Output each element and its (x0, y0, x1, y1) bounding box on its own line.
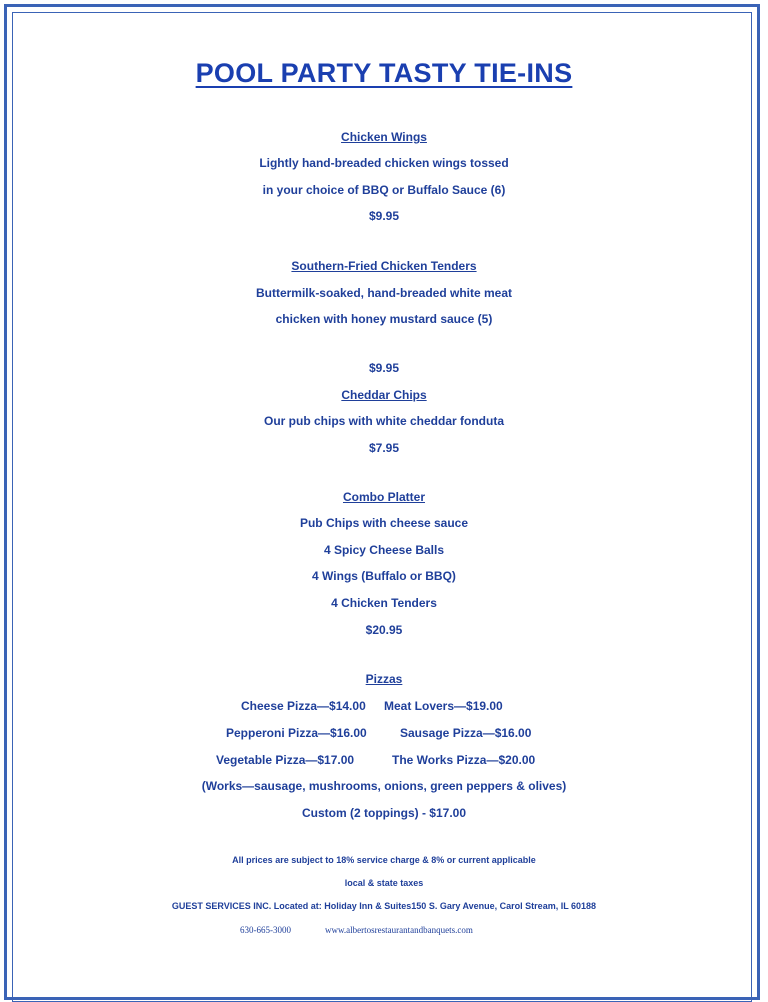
item-price: $7.95 (368, 441, 400, 455)
pizzas-heading: Pizzas (365, 672, 403, 686)
item-name-chicken-tenders: Southern-Fried Chicken Tenders (291, 259, 477, 273)
website-link[interactable]: www.albertosrestaurantandbanquets.com (325, 925, 473, 935)
item-desc-line: 4 Chicken Tenders (331, 596, 437, 610)
item-desc-line: Our pub chips with white cheddar fonduta (264, 414, 504, 428)
tax-note: local & state taxes (344, 878, 424, 888)
item-price: $9.95 (368, 361, 400, 375)
pizza-row (0, 725, 768, 741)
item-price: $20.95 (365, 623, 403, 637)
pizza-item: The Works Pizza—$20.00 (392, 753, 536, 767)
pizza-item: Cheese Pizza—$14.00 (241, 699, 366, 713)
item-price: $9.95 (368, 209, 400, 223)
item-desc-line: 4 Wings (Buffalo or BBQ) (312, 569, 456, 583)
item-desc-line: chicken with honey mustard sauce (5) (275, 312, 493, 326)
phone-number: 630-665-3000 (240, 925, 291, 935)
pizza-item: Pepperoni Pizza—$16.00 (226, 726, 367, 740)
works-note: (Works—sausage, mushrooms, onions, green peppers & olives) (201, 779, 567, 793)
pizza-row (0, 752, 768, 768)
item-desc-line: 4 Spicy Cheese Balls (323, 543, 445, 557)
pizza-row (0, 698, 768, 714)
menu-title: POOL PARTY TASTY TIE-INS (195, 58, 573, 88)
item-name-cheddar-chips: Cheddar Chips (341, 388, 427, 402)
item-desc-line: in your choice of BBQ or Buffalo Sauce (6) (262, 183, 506, 197)
item-desc-line: Lightly hand-breaded chicken wings tossed (259, 156, 509, 170)
price-note: All prices are subject to 18% service charge & 8% or current applicable (232, 855, 536, 865)
custom-pizza: Custom (2 toppings) - $17.00 (301, 806, 467, 820)
pizza-item: Sausage Pizza—$16.00 (400, 726, 532, 740)
pizza-item: Meat Lovers—$19.00 (384, 699, 503, 713)
pizza-item: Vegetable Pizza—$17.00 (216, 753, 355, 767)
item-name-chicken-wings: Chicken Wings (341, 130, 427, 144)
address-line: GUEST SERVICES INC. Located at: Holiday Inn & Suites150 S. Gary Avenue, Carol Stream, IL 60188 (171, 901, 597, 911)
item-desc-line: Buttermilk-soaked, hand-breaded white meat (255, 286, 513, 300)
item-name-combo-platter: Combo Platter (342, 490, 425, 504)
item-desc-line: Pub Chips with cheese sauce (299, 516, 469, 530)
